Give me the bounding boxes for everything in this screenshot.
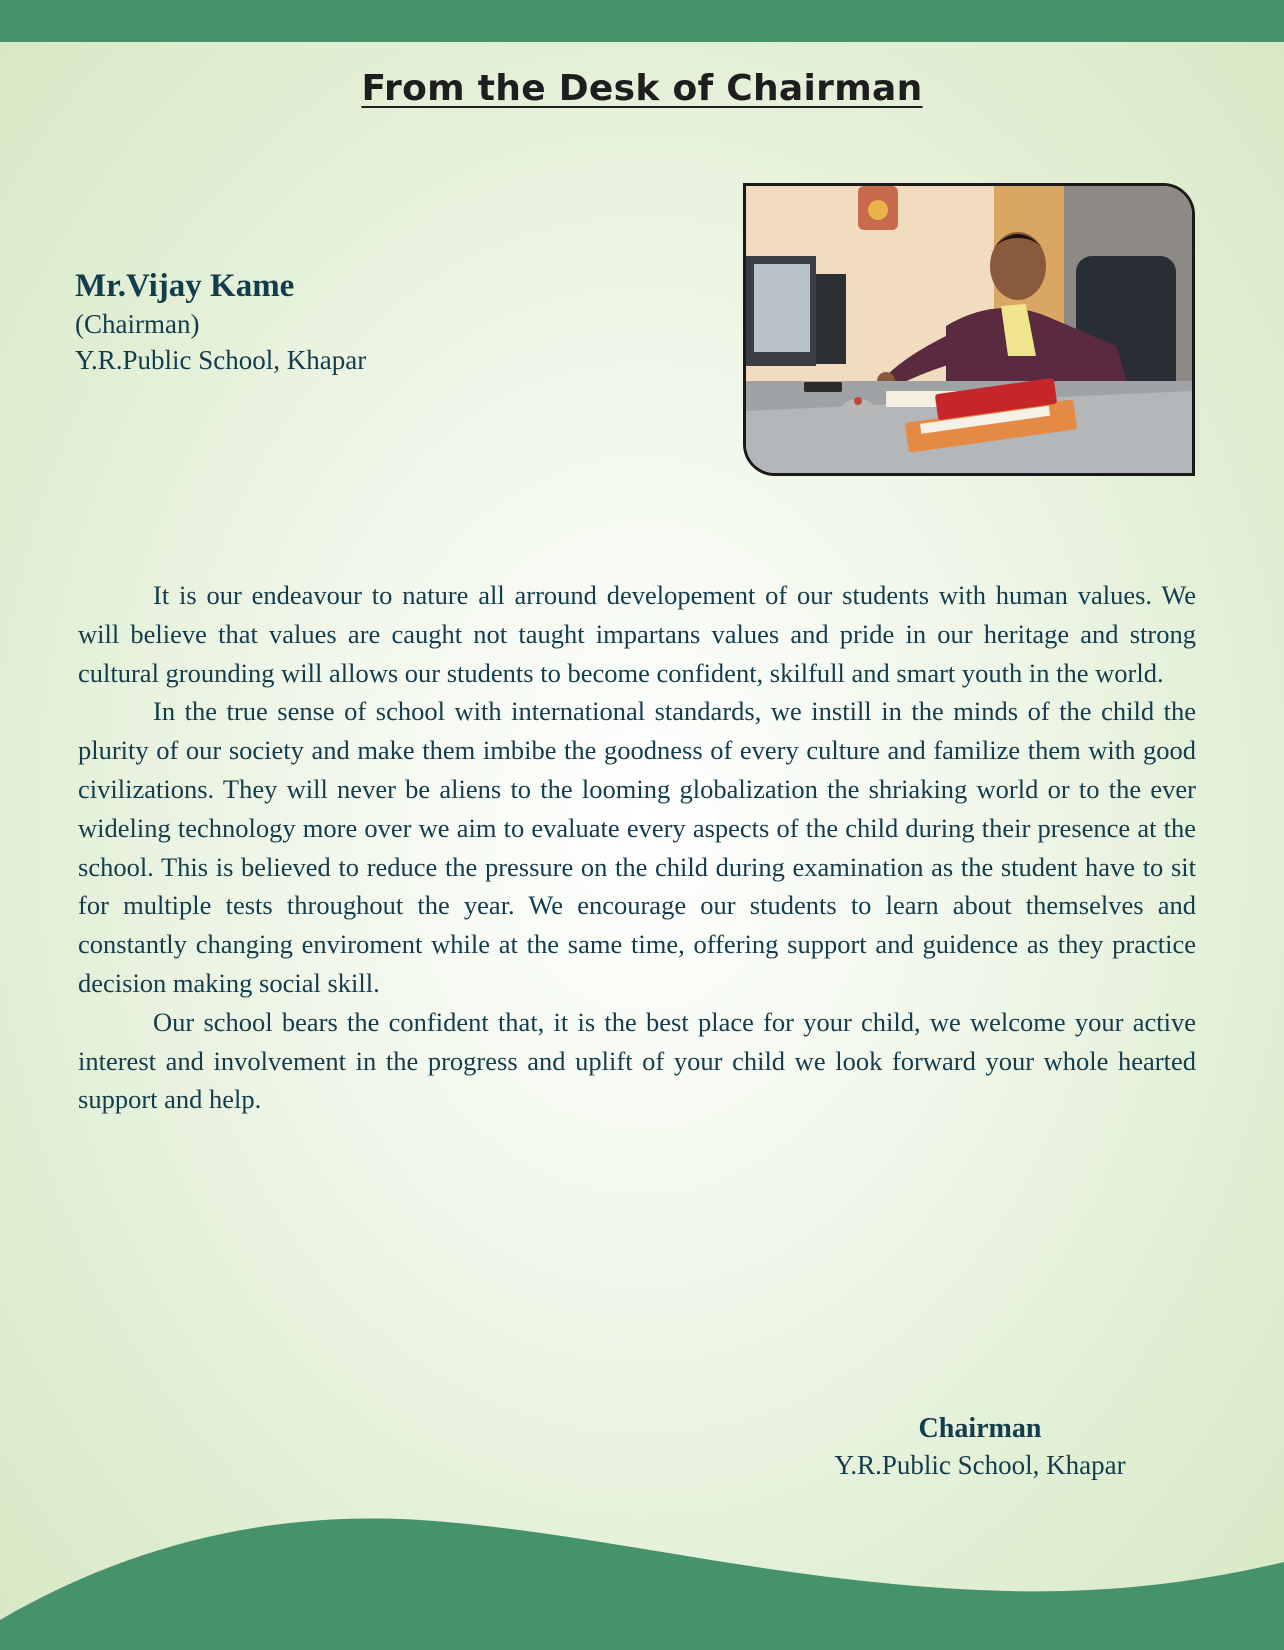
message-paragraph-2: In the true sense of school with international standards, we instill in the minds of the child the plurity of our society and make them imbibe the goodness of every culture and familize them with good civilizations. They will never be aliens to the looming globalization the shriaking world or to the ever wideling technology more over we aim to evaluate every aspects of the child during their presence at the school. This is believed to reduce the pressure on the child during examination as the student have to sit for multiple tests throughout the year. We encourage our students to learn about themselves and constantly changing enviroment while at the same time, offering support and guidence as they practice decision making social skill. [78, 696, 1196, 998]
message-paragraph-3: Our school bears the confident that, it is the best place for your child, we welcome your active interest and involvement in the progress and uplift of your child we look forward your whole hearted support and help. [78, 1006, 1196, 1115]
chairman-photo-illustration [746, 186, 1192, 473]
chairman-photo [743, 183, 1195, 476]
bottom-wave [0, 1510, 1284, 1650]
message-body [78, 576, 1196, 1119]
chairman-info [75, 266, 366, 378]
message-paragraph-1: It is our endeavour to nature all arround developement of our students with human values. We will believe that values are caught not taught impartans values and pride in our heritage and strong cultural grounding will allows our students to become confident, skilfull and smart youth in the world. [78, 580, 1196, 688]
chairman-school: Y.R.Public School, Khapar [75, 345, 367, 375]
signature-block [780, 1411, 1180, 1483]
signature-title: Chairman [918, 1413, 1042, 1444]
page-title: From the Desk of Chairman [361, 68, 923, 109]
top-band [0, 0, 1284, 42]
chairman-role: (Chairman) [75, 309, 200, 339]
signature-school: Y.R.Public School, Khapar [834, 1450, 1126, 1480]
chairman-name: Mr.Vijay Kame [75, 268, 295, 304]
